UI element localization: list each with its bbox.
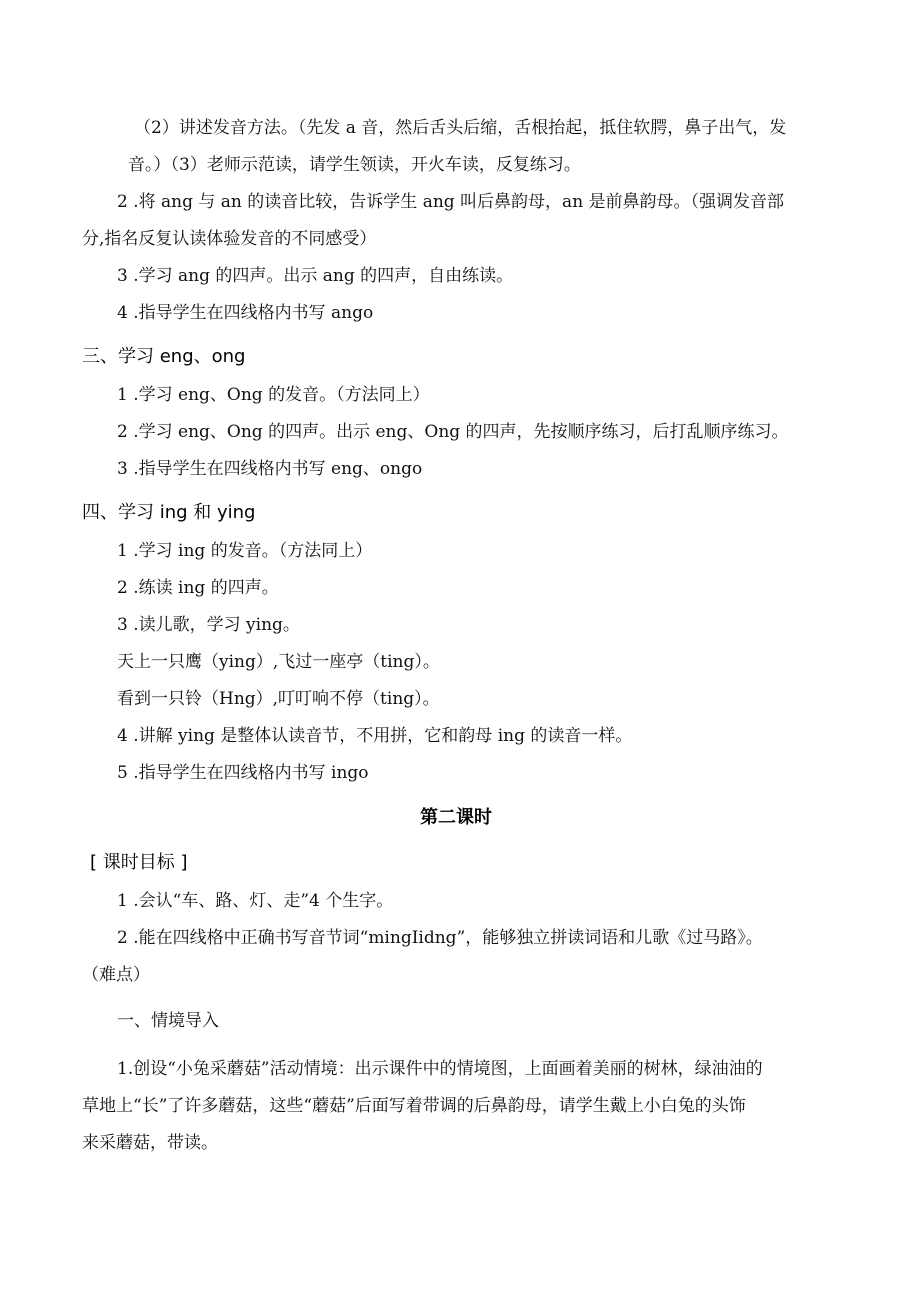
list-item-write: 4 .指导学生在四线格内书写 ango — [117, 303, 374, 323]
poem-line-2: 看到一只铃（Hng）,叮叮响不停（ting）。 — [117, 689, 440, 709]
list-item: 1 .学习 ing 的发音。（方法同上） — [117, 541, 373, 561]
goal-item: 1 .会认“车、路、灯、走”4 个生字。 — [117, 891, 394, 911]
intro-paragraph-line-1: 1.创设“小兔采蘑菇”活动情境：出示课件中的情境图，上面画着美丽的树林，绿油油的 — [117, 1059, 763, 1079]
lesson-title: 第二课时 — [420, 807, 492, 828]
method-line-1: （2）讲述发音方法。（先发 a 音，然后舌头后缩，舌根抬起，抵住软腭，鼻子出气，发 — [134, 118, 787, 138]
intro-paragraph-line-3: 来采蘑菇，带读。 — [82, 1133, 218, 1153]
list-item: 5 .指导学生在四线格内书写 ingo — [117, 763, 369, 783]
goals-heading: [ 课时目标 ] — [90, 852, 188, 873]
list-item: 1 .学习 eng、Ong 的发音。（方法同上） — [117, 385, 430, 405]
list-item: 4 .讲解 ying 是整体认读音节，不用拼，它和韵母 ing 的读音一样。 — [117, 726, 633, 746]
intro-paragraph-line-2: 草地上“长”了许多蘑菇，这些“蘑菇”后面写着带调的后鼻韵母，请学生戴上小白兔的头饰 — [82, 1096, 746, 1116]
goal-note: （难点） — [82, 965, 150, 985]
intro-heading: 一、情境导入 — [117, 1011, 219, 1031]
method-line-2: 音。）（3）老师示范读，请学生领读，开火车读，反复练习。 — [128, 155, 581, 175]
goal-item: 2 .能在四线格中正确书写音节词“mingIidng”，能够独立拼读词语和儿歌《过马路》。 — [117, 928, 763, 948]
section-heading-4: 四、学习 ing 和 ying — [82, 502, 256, 523]
list-item-four-tones: 3 .学习 ang 的四声。出示 ang 的四声，自由练读。 — [117, 266, 514, 286]
list-item: 3 .指导学生在四线格内书写 eng、ongo — [117, 459, 423, 479]
list-item: 3 .读儿歌，学习 ying。 — [117, 615, 300, 635]
poem-line-1: 天上一只鹰（ying）,飞过一座亭（ting）。 — [117, 652, 440, 672]
list-item-compare-line-1: 2 .将 ang 与 an 的读音比较，告诉学生 ang 叫后鼻韵母，an 是前鼻韵母。（强调发音部 — [117, 192, 785, 212]
list-item: 2 .练读 ing 的四声。 — [117, 578, 279, 598]
section-heading-3: 三、学习 eng、ong — [82, 346, 246, 367]
list-item: 2 .学习 eng、Ong 的四声。出示 eng、Ong 的四声，先按顺序练习，后打乱顺序练习。 — [117, 422, 789, 442]
list-item-compare-line-2: 分,指名反复认读体验发音的不同感受） — [82, 229, 377, 249]
